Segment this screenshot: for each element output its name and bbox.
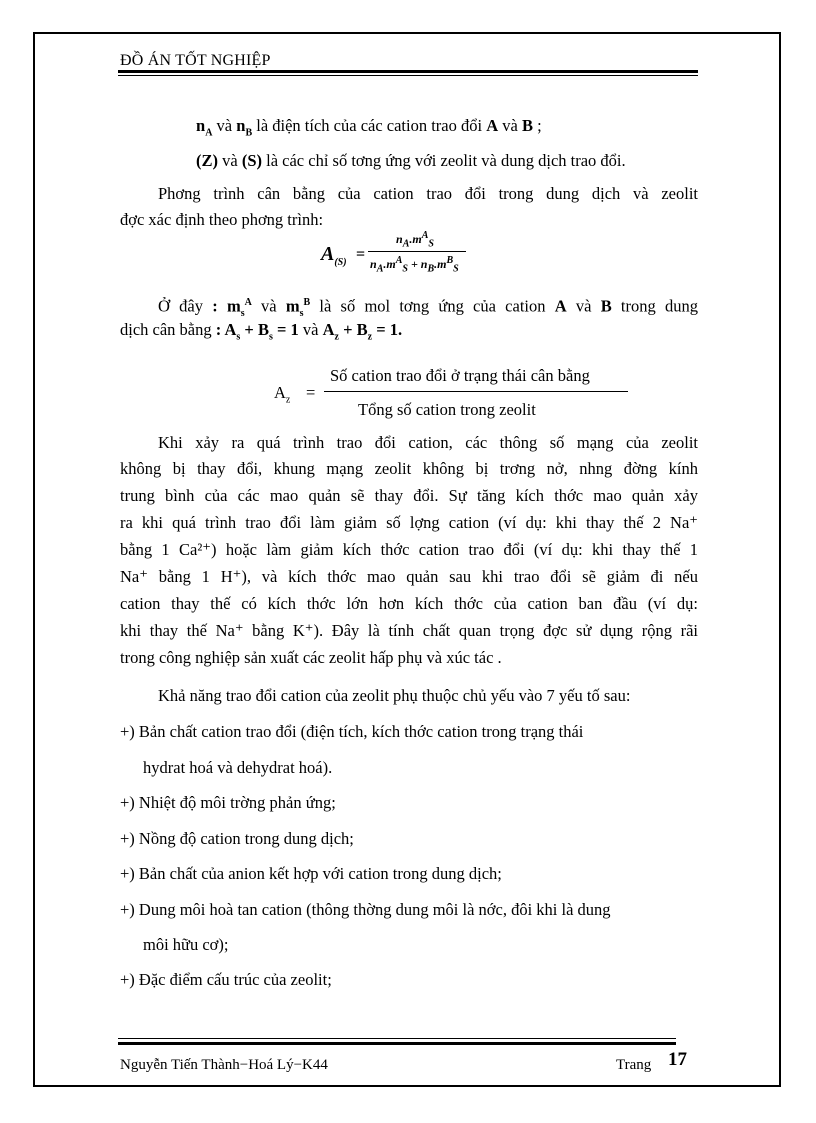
paragraph-factors-intro: Khả năng trao đổi cation của zeolit phụ thuộc chủ yếu vào 7 yếu tố sau: — [158, 686, 631, 705]
list-item: +) Bản chất của anion kết hợp với cation trong dung dịch; — [120, 864, 502, 883]
paragraph-equation-intro-cont: đợc xác định theo phơng trình: — [120, 210, 324, 229]
header-rule — [118, 70, 698, 73]
header-rule-thin — [118, 75, 698, 76]
list-item: +) Nhiệt độ môi trờng phản ứng; — [120, 793, 336, 812]
list-item: +) Nồng độ cation trong dung dịch; — [120, 829, 354, 848]
footer-rule-thin — [118, 1038, 676, 1039]
footer-author: Nguyễn Tiến Thành−Hoá Lý−K44 — [120, 1057, 328, 1073]
definition-nA-nB: $n_A$ và $n_B$ là điện tích của các cation trao đổi A và B ; — [196, 116, 542, 139]
list-item: +) Đặc điểm cấu trúc của zeolit; — [120, 970, 332, 989]
footer-page-label: Trang — [616, 1057, 652, 1073]
header-title: ĐỒ ÁN TỐT NGHIỆP — [120, 52, 271, 69]
list-item: môi hữu cơ); — [143, 935, 229, 954]
paragraph-equation-intro: Phơng trình cân bằng của cation trao đổi trong dung dịch và zeolit — [158, 184, 698, 203]
paragraph-where: Ở đây : $m_s^A$ và $m_s^B$ là số mol tơng ứng của cation A và B trong dung — [158, 296, 698, 319]
definition-z-s: (Z) và (S) là các chỉ số tơng ứng với zeolit và dung dịch trao đổi. — [196, 151, 626, 170]
footer-rule — [118, 1042, 676, 1045]
list-item: +) Dung môi hoà tan cation (thông thờng dung môi là nớc, đôi khi là dung — [120, 900, 611, 919]
page-number: 17 — [668, 1049, 687, 1070]
list-item: +) Bản chất cation trao đổi (điện tích, kích thớc cation trong trạng thái — [120, 722, 584, 741]
paragraph-where-cont: dịch cân bằng : $A_s + B_s = 1$ và $A_z + B_z = 1$. — [120, 320, 403, 343]
list-item: hydrat hoá và dehydrat hoá). — [143, 758, 333, 777]
